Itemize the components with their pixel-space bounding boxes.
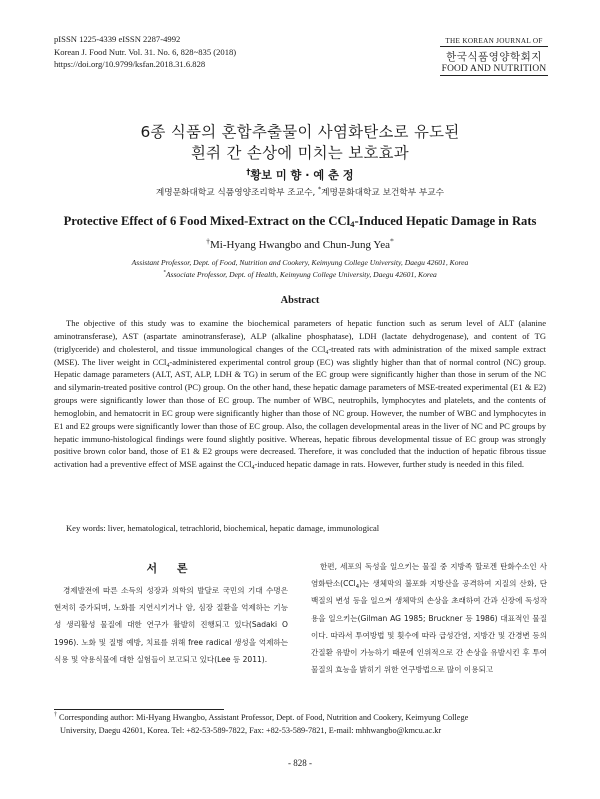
affiliation-english-2-text: Associate Professor, Dept. of Health, Keimyung College University, Daegu 42601, Korea — [165, 270, 437, 279]
authors-korean — [0, 167, 600, 183]
title-english-subscript: 4 — [350, 219, 355, 229]
abstract-subscript-3: 4 — [251, 465, 255, 472]
page-number: - 828 - — [288, 758, 312, 768]
abstract-heading: Abstract — [280, 295, 320, 306]
journal-citation-block — [54, 33, 236, 71]
affiliation-mark: * — [318, 186, 322, 194]
intro-right-paragraph — [311, 558, 547, 678]
abstract-body — [54, 317, 546, 471]
footnote — [54, 712, 548, 737]
coauthor-mark-english: * — [389, 236, 394, 246]
abstract-subscript-1: 4 — [325, 349, 329, 356]
abstract-text-4: -induced hepatic damage in rats. However, further study is needed in this filed. — [254, 459, 525, 470]
abstract-text-3: -administered experimental control group (EC) was slightly higher than that of normal control (NC) group. Hepatic damage parameters (ALT, AST, ALP, LDH & TG) in serum of the EC group were significantly higher than those in serum of the NC and silymarin-treated positive control (PC) group. On the other hand, these hepatic damage parameters of MSE-treated experimental (E1 & E2) groups were significantly lower than those of EC group. The number of WBC, neutrophils, lymphocytes and platelets, and the contents of hemoglobin, and hematocrit in EC group were significantly higher than those of NC group. However, the number of WBC and lymphocytes in E1 and E2 groups were significantly lower than those of EC group. Also, the collagen developmental areas in the liver of NC and PC groups by hepatic immuno-histological findings were found slightly positive. Whereas, hepatic fibrous developmental tissue of EC group was strongly positive brown color band, those of E1 & E2 groups were decreased. Therefore, it was concluded that the induction of hepatic fibrous tissue activation had a preventive effect of MSE against the CCl — [54, 356, 546, 470]
issn-line: pISSN 1225-4339 eISSN 2287-4992 — [54, 34, 181, 44]
footnote-line-1 — [54, 712, 548, 725]
journal-name-food: FOOD AND NUTRITION — [441, 64, 547, 74]
intro-right-text-2: )는 생체막의 불포화 지방산을 공격하여 지질의 산화, 단백질의 변성 등을 일으켜 생체막의 손상을 초래하여 간과 신장에 독성작용을 일으키는(Gilman AG 1985; Bruckner 등 1986) 대표적인 물질이다. 따라서 투여방법 및 횟수에 따라 급성간염, 지방간 및 간경변 등의 간질환 유발이 가능하기 때문에 인위적으로 간 손상을 유발시킨 후 투여 물질의 효능을 밝히기 위한 연구방법으로 많이 이용되고 — [311, 579, 547, 675]
title-english-part-1: Protective Effect of 6 Food Mixed-Extract on the CCl — [63, 214, 351, 228]
affiliation-korean — [0, 186, 600, 198]
corresponding-mark-english: † — [206, 236, 211, 246]
journal-name-the: THE KOREAN JOURNAL OF — [440, 37, 548, 47]
doi-link[interactable]: https://doi.org/10.9799/ksfan.2018.31.6.828 — [54, 59, 206, 69]
authors-english — [0, 236, 600, 251]
intro-heading: 서 론 — [146, 562, 196, 575]
intro-left-column — [54, 560, 288, 668]
title-english-part-2: -Induced Hepatic Damage in Rats — [354, 214, 537, 228]
intro-left-paragraph: 경제발전에 따른 소득의 성장과 의학의 발달로 국민의 기대 수명은 현저히 증가되며, 노화를 지연시키거나 암, 심장 질환을 억제하는 기능성 생리활성 물질에 대한 연구가 활발히 진행되고 있다(Sadaki O 1996). 노화 및 질병 예방, 치료를 위해 free radical 생성을 억제하는 식용 및 약용식물에 대한 실험들이 보고되고 있다(Lee 등 2011). — [54, 586, 288, 664]
affiliation-english-2 — [0, 270, 600, 279]
footnote-text-1: Corresponding author: Mi-Hyang Hwangbo, Assistant Professor, Dept. of Food, Nutrition and Cookery, Keimyung College — [56, 713, 469, 722]
affiliation-korean-1: 계명문화대학교 식품영양조리학부 조교수, — [155, 188, 319, 198]
corresponding-mark: † — [246, 167, 251, 177]
abstract-text-2: -treated rats with administration of the mixed sample extract (MSE). The liver weight in CCl — [54, 343, 547, 367]
affiliation-english-1: Assistant Professor, Dept. of Food, Nutrition and Cookery, Keimyung College University, Daegu 42601, Korea — [131, 258, 469, 267]
abstract-text-1: The objective of this study was to examine the biochemical parameters of hepatic function such as serum level of ALT (alanine aminotransferase), AST (aspartate aminotransferase), ALP (alkaline phosphatase), LDH (lactate dehydrogenase), and content of TG (triglyceride) and cholesterol, and tissue immunological changes of the CCl — [54, 318, 546, 354]
footnote-divider — [54, 709, 224, 710]
keywords: Key words: liver, hematological, tetrachlorid, biochemical, hepatic damage, immunological — [66, 523, 380, 533]
journal-logo — [440, 37, 548, 76]
intro-right-column — [311, 558, 547, 678]
journal-name-korean: 한국식품영양학회지 — [446, 51, 542, 63]
author-names-korean: 황보 미 향 · 예 춘 정 — [250, 169, 354, 182]
intro-right-text-1: 한편, 세포의 독성을 일으키는 물질 중 지방족 할로겐 탄화수소인 사염화탄소(CCl — [311, 562, 547, 589]
affiliation-korean-2: 계명문화대학교 보건학부 부교수 — [321, 188, 445, 198]
title-english — [0, 214, 600, 229]
title-korean-line-1: 6종 식품의 혼합추출물이 사염화탄소로 유도된 — [140, 123, 460, 141]
affiliation-english-mark: * — [163, 269, 166, 276]
title-korean-line-2: 흰쥐 간 손상에 미치는 보호효과 — [191, 144, 409, 162]
footnote-mark: † — [54, 712, 57, 719]
author-names-english: Mi-Hyang Hwangbo and Chun-Jung Yea — [210, 239, 390, 251]
footnote-line-2: University, Daegu 42601, Korea. Tel: +82-53-589-7822, Fax: +82-53-589-7821, E-mail: mhhwangbo@kmcu.ac.kr — [60, 725, 442, 735]
abstract-subscript-2: 4 — [166, 362, 170, 369]
citation-line: Korean J. Food Nutr. Vol. 31. No. 6, 828~835 (2018) — [54, 46, 237, 57]
intro-right-subscript: 4 — [355, 584, 360, 591]
